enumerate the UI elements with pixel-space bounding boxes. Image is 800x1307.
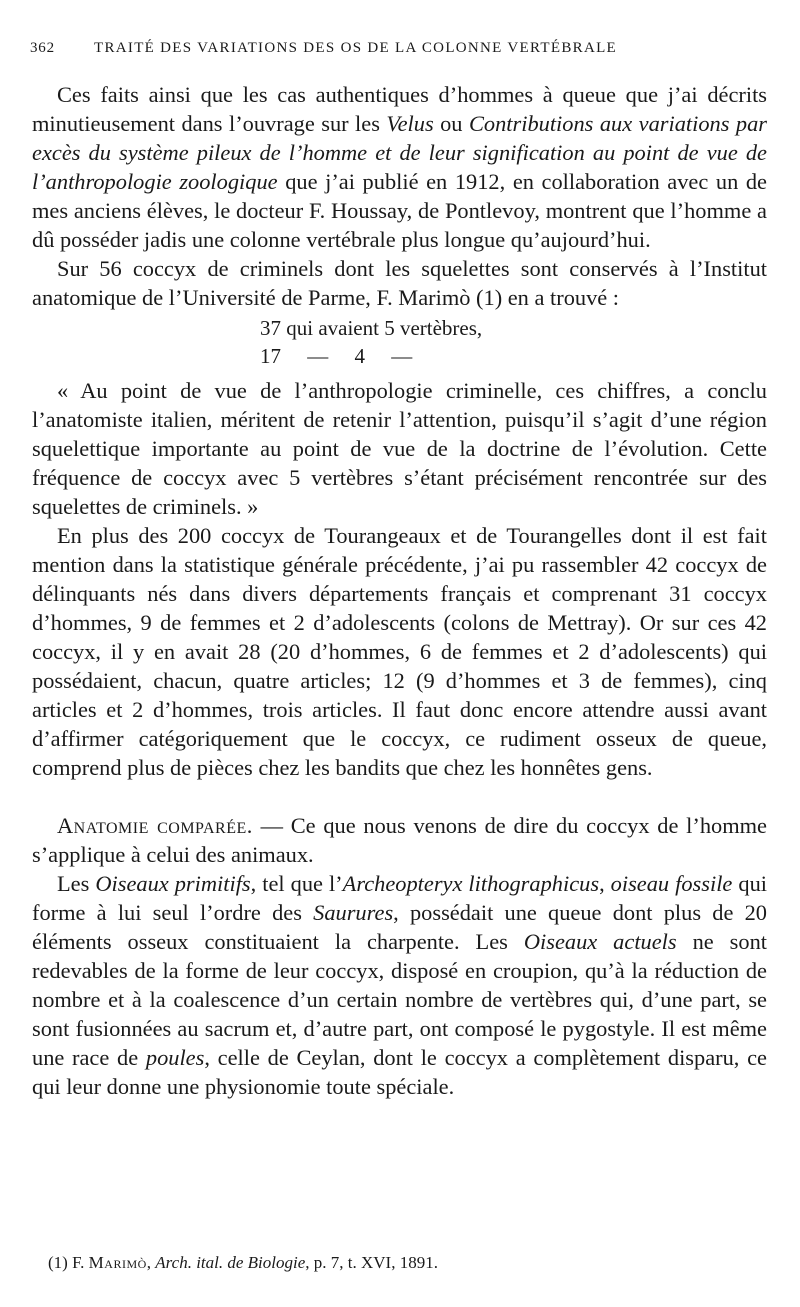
figures-list: [32, 314, 767, 370]
text-run: ,: [146, 1253, 156, 1272]
paragraph-5: [32, 811, 767, 869]
figures-row-2: 17 — 4 —: [260, 344, 413, 368]
footnote-journal: Arch. ital. de Biologie: [155, 1253, 306, 1272]
text-run: ,: [599, 871, 611, 896]
paragraph-2: Sur 56 coccyx de criminels dont les squelettes sont conservés à l’Institut anatomique de l’Université de Parme, F. Marimò (1) en a trouvé :: [32, 256, 767, 310]
section-heading: Anatomie comparée.: [57, 813, 253, 838]
text-run: , p. 7, t. XVI, 1891.: [305, 1253, 438, 1272]
text-run: , possédait une queue dont plus de 20 éléments osseux constituaient la charpente. Les: [32, 900, 767, 954]
page-number: 362: [30, 40, 55, 56]
italic-term: poules: [145, 1045, 205, 1070]
main-text: [32, 80, 767, 1101]
italic-term: Saurures: [313, 900, 394, 925]
italic-title-contributions: Contributions aux variations par excès du système pileux de l’homme et de leur signification au point de vue de l’anthropologie zoologique: [32, 111, 767, 194]
paragraph-3-quote: « Au point de vue de l’anthropologie criminelle, ces chiffres, a conclu l’anatomiste italien, méritent de retenir l’attention, puisqu’il s’agit d’une région squelettique importante au point de vue de la doctrine de l’évolution. Cette fréquence de coccyx avec 5 vertèbres s’étant précisément rencontrée sur des squelettes de criminels. »: [32, 378, 767, 519]
text-run: ne sont redevables de la forme de leur coccyx, disposé en croupion, qu’à la réduction de nombre et à la coalescence d’un certain nombre de vertèbres qui, d’une part, se sont fusionnées au sacrum et, d’autre part, ont composé le pygostyle. Il est même une race de: [32, 929, 767, 1070]
italic-term: Archeopteryx lithographicus: [342, 871, 600, 896]
italic-title-velus: Velus: [386, 111, 434, 136]
text-run: qui forme à lui seul l’ordre des: [32, 871, 767, 925]
text-run: , tel que l’: [250, 871, 343, 896]
footnote-author: Marimò: [88, 1253, 147, 1272]
italic-term: Oiseaux primitifs: [95, 871, 251, 896]
text-run: que j’ai publié en 1912, en collaboration avec un de mes anciens élèves, le docteur F. Houssay, de Pontlevoy, montrent que l’homme a dû posséder jadis une colonne vertébrale plus longue qu’aujourd’hui.: [32, 169, 767, 252]
paragraph-1: [32, 80, 767, 254]
text-run: Les: [57, 871, 96, 896]
running-header: [30, 40, 770, 62]
section-gap: [32, 782, 767, 811]
running-title: TRAITÉ DES VARIATIONS DES OS DE LA COLONNE VERTÉBRALE: [94, 40, 618, 56]
paragraph-4: En plus des 200 coccyx de Tourangeaux et de Tourangelles dont il est fait mention dans la statistique générale précédente, j’ai pu rassembler 42 coccyx de délinquants nés dans divers départements français et comprenant 31 coccyx d’hommes, 9 de femmes et 2 d’adolescents (colons de Mettray). Or sur ces 42 coccyx, il y en avait 28 (20 d’hommes, 6 de femmes et 2 d’adolescents) qui possédaient, chacun, quatre articles; 12 (9 d’hommes et 3 de femmes), cinq articles et 2 d’hommes, trois articles. Il faut donc encore attendre aussi avant d’affirmer catégoriquement que le coccyx, ce rudiment osseux de queue, comprend plus de pièces chez les bandits que chez les honnêtes gens.: [32, 523, 767, 780]
text-run: Ces faits ainsi que les cas authentiques d’hommes à queue que j’ai décrits minutieusement dans l’ouvrage sur les: [32, 82, 767, 136]
footnote: [48, 1252, 748, 1274]
italic-term: Oiseaux actuels: [523, 929, 677, 954]
text-run: ou: [433, 111, 469, 136]
italic-term: oiseau fossile: [610, 871, 733, 896]
text-run: , celle de Ceylan, dont le coccyx a complètement disparu, ce qui leur donne une physionomie toute spéciale.: [32, 1045, 767, 1099]
footnote-mark: (1) F.: [48, 1253, 89, 1272]
paragraph-6: [32, 869, 767, 1101]
text-run: — Ce que nous venons de dire du coccyx de l’homme s’applique à celui des animaux.: [32, 813, 767, 867]
figures-row-1: 37 qui avaient 5 vertèbres,: [260, 316, 483, 340]
